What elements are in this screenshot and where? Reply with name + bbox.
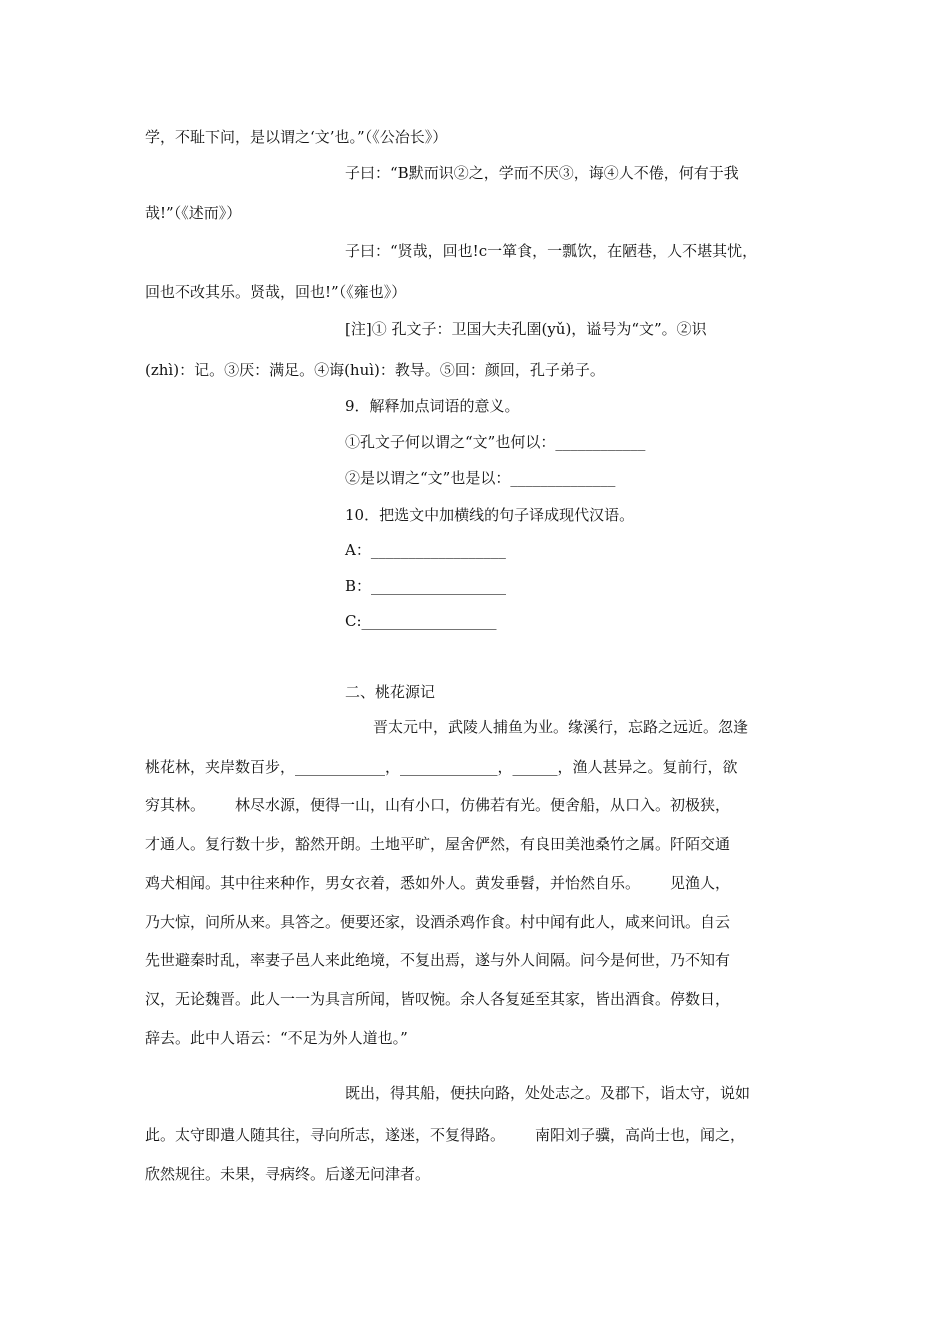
taohua-line-10: 既出，得其船，便扶向路，处处志之。及郡下，诣太守，说如 [345, 1084, 751, 1102]
taohua-line-6: 乃大惊，问所从来。具答之。便要还家，设酒杀鸡作食。村中闻有此人，咸来问讯。自云 [145, 913, 731, 931]
taohua-line-5-b: 见渔人， [670, 874, 731, 892]
question-9-item-1: ①孔文子何以谓之“文”也何以：____________ [345, 433, 646, 451]
taohua-line-3-a: 穷其林。 [145, 796, 206, 814]
taohua-line-2: 桃花林，夹岸数百步，____________，_____________，______，渔人甚异之。复前行，欲 [145, 758, 738, 776]
annotation-line-1: [注]① 孔文子：卫国大夫孔圉(yǔ)，谥号为“文”。②识 [345, 320, 707, 338]
question-10-answer-c: C:__________________ [345, 612, 497, 630]
analects-passage-c-line-2: 回也不改其乐。贤哉，回也!”（《雍也》） [145, 283, 407, 301]
question-9-item-2: ②是以谓之“文”也是以：______________ [345, 469, 616, 487]
taohua-line-4: 才通人。复行数十步，豁然开朗。土地平旷，屋舍俨然，有良田美池桑竹之属。阡陌交通 [145, 835, 731, 853]
taohua-line-11-a: 此。太守即遣人随其往，寻向所志，遂迷，不复得路。 [145, 1126, 506, 1144]
section-2-heading: 二、桃花源记 [345, 683, 436, 701]
taohua-line-3-b: 林尽水源，便得一山，山有小口，仿佛若有光。便舍船，从口入。初极狭， [235, 796, 731, 814]
annotation-line-2: (zhì)：记。③厌：满足。④诲(huì)：教导。⑤回：颜回，孔子弟子。 [145, 361, 605, 379]
taohua-line-12: 欣然规往。未果，寻病终。后遂无问津者。 [145, 1165, 431, 1183]
taohua-line-5-a: 鸡犬相闻。其中往来种作，男女衣着，悉如外人。黄发垂髫，并怡然自乐。 [145, 874, 641, 892]
analects-passage-c-line-1: 子曰：“贤哉，回也!c一箪食，一瓢饮，在陋巷，人不堪其忧， [345, 242, 758, 260]
analects-passage-b-line-2: 哉!”（《述而》） [145, 204, 242, 222]
analects-passage-b-line-1: 子曰：“B默而识②之，学而不厌③，诲④人不倦，何有于我 [345, 164, 739, 182]
taohua-line-11 [145, 1125, 745, 1145]
taohua-line-1: 晋太元中，武陵人捕鱼为业。缘溪行，忘路之远近。忽逢 [373, 718, 749, 736]
analects-line-1: 学，不耻下问，是以谓之‘文’也。”（《公冶长》） [145, 128, 448, 146]
taohua-line-9: 辞去。此中人语云：“不足为外人道也。” [145, 1029, 408, 1047]
question-10: 10．把选文中加横线的句子译成现代汉语。 [345, 506, 635, 524]
taohua-line-3 [145, 795, 730, 815]
question-10-answer-a: A：__________________ [345, 541, 506, 559]
taohua-line-8: 汉，无论魏晋。此人一一为具言所闻，皆叹惋。余人各复延至其家，皆出酒食。停数日， [145, 990, 731, 1008]
taohua-line-5 [145, 873, 730, 893]
taohua-line-11-b: 南阳刘子骥，高尚士也，闻之， [535, 1126, 746, 1144]
taohua-line-7: 先世避秦时乱，率妻子邑人来此绝境，不复出焉，遂与外人间隔。问今是何世，乃不知有 [145, 951, 731, 969]
question-10-answer-b: B：__________________ [345, 577, 507, 595]
question-9: 9．解释加点词语的意义。 [345, 397, 520, 415]
